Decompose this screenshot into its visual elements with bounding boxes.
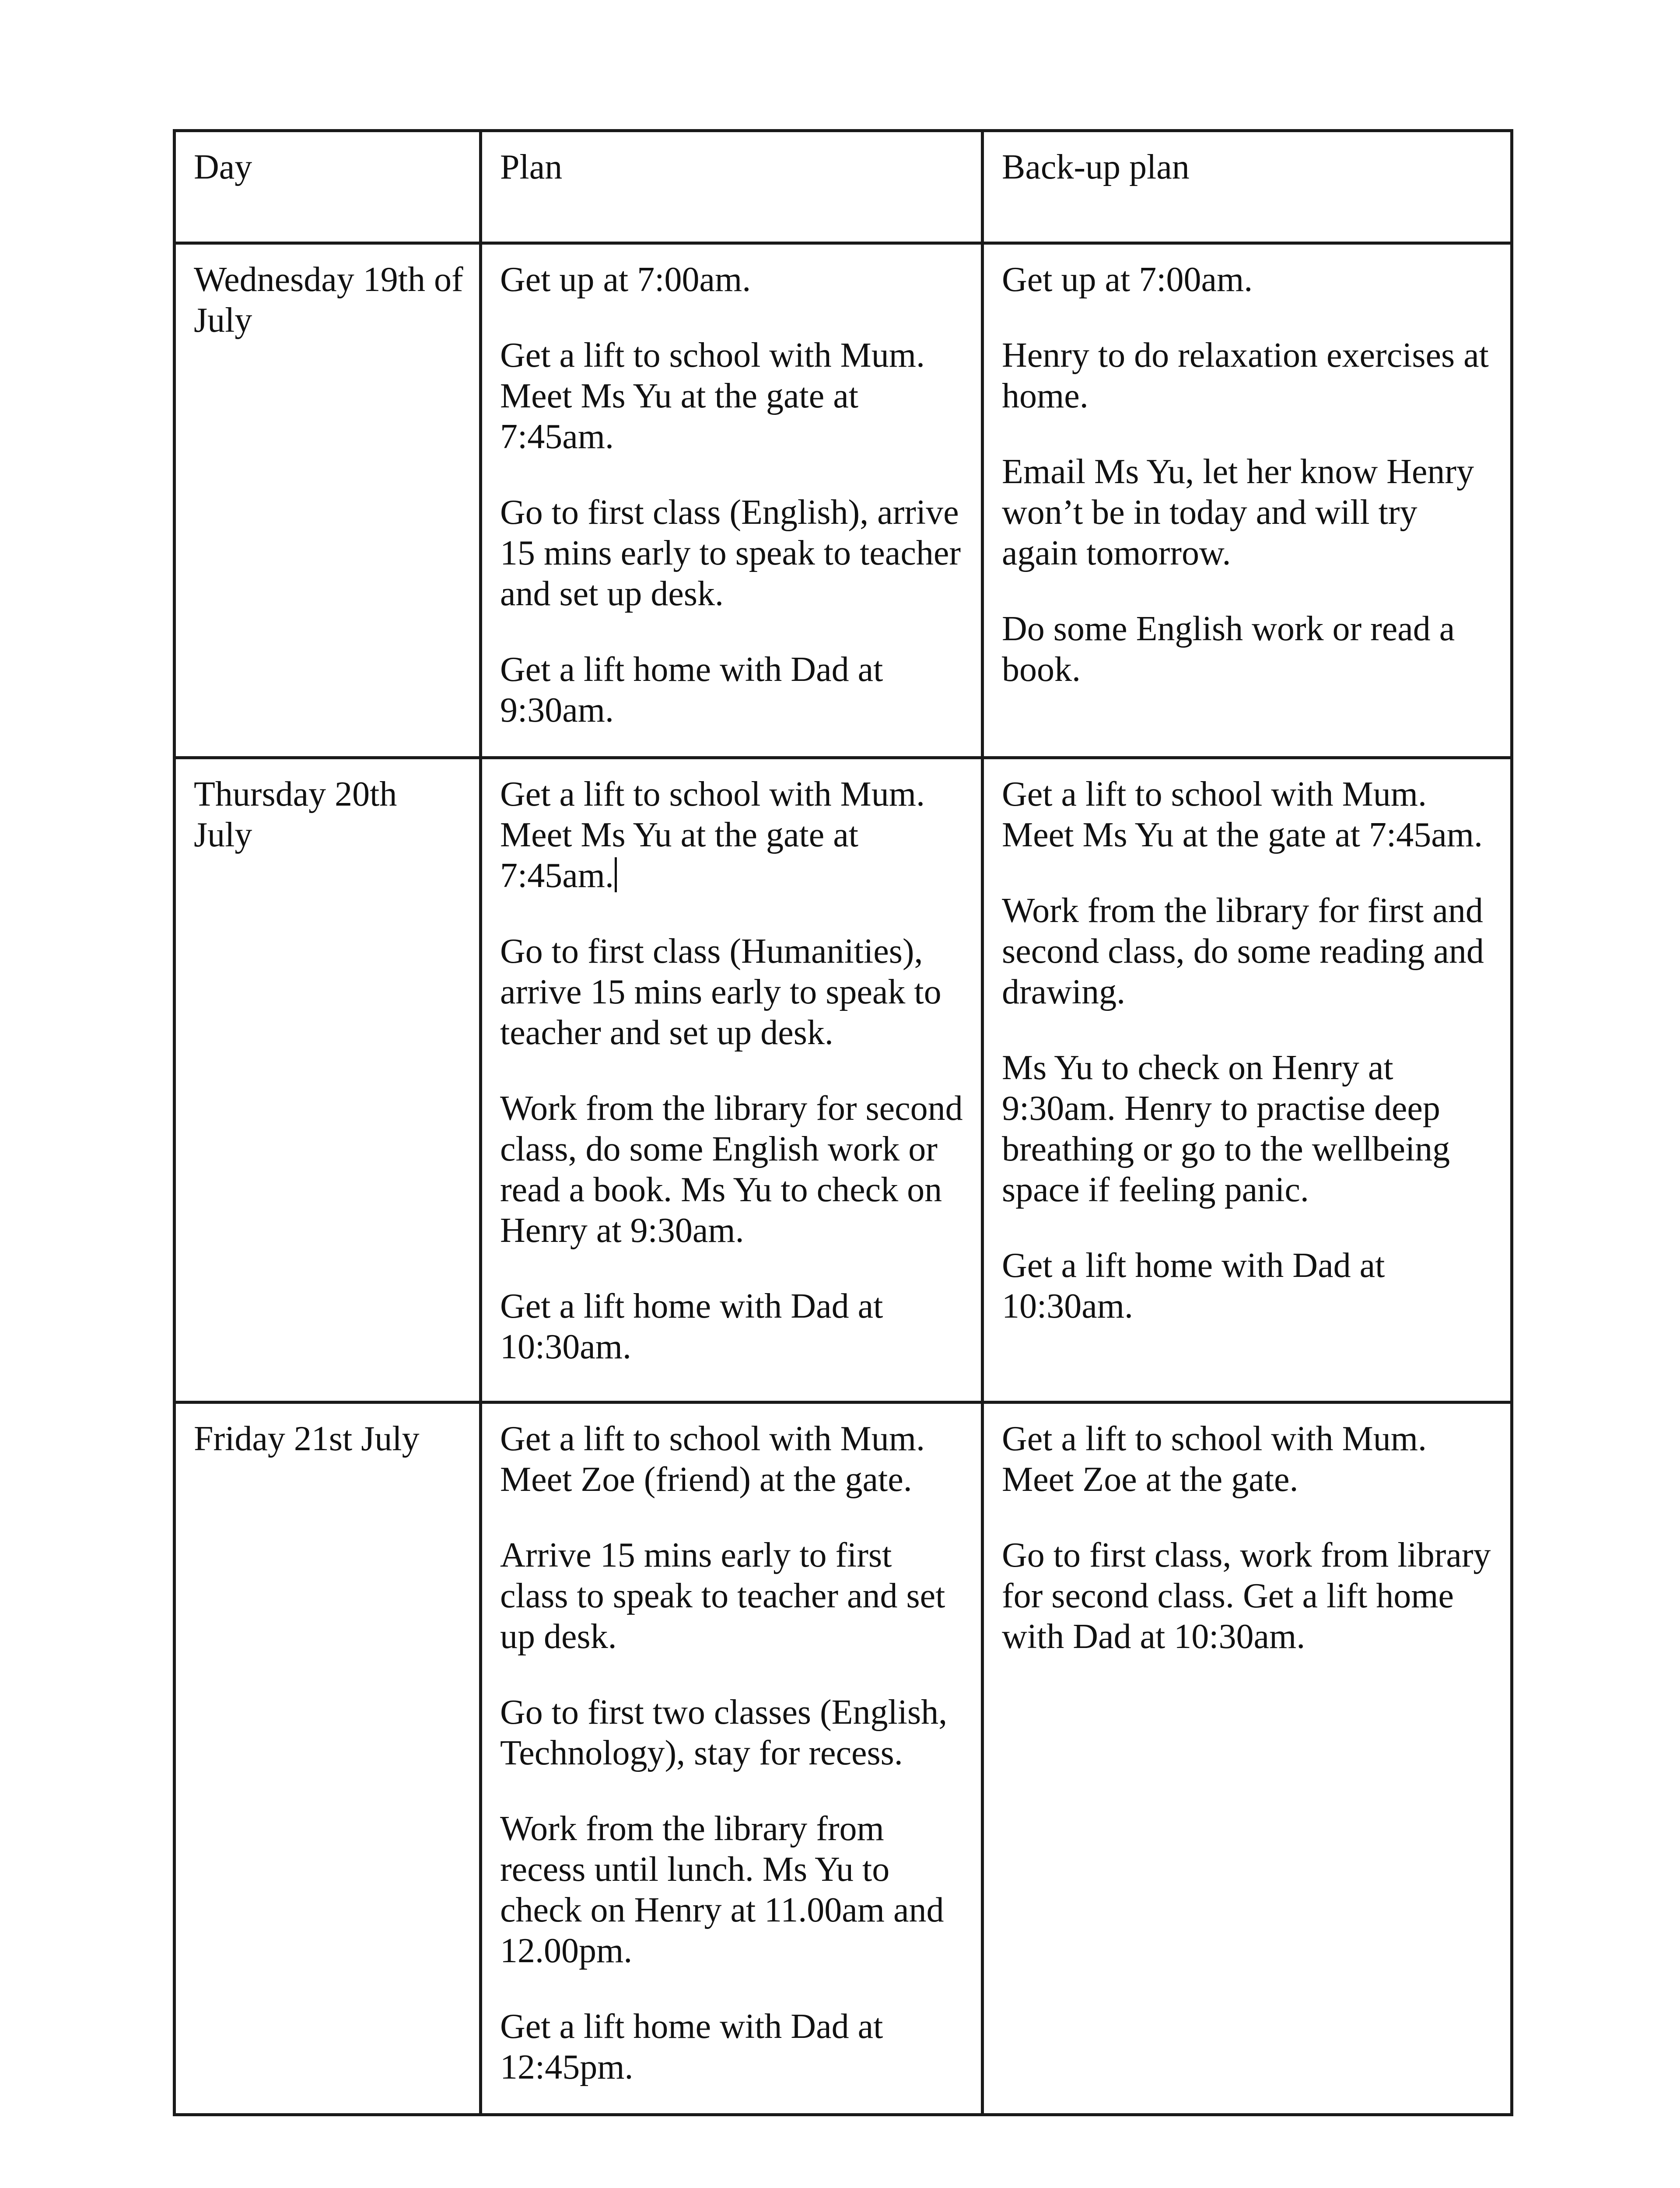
table-row-thursday [175, 758, 1512, 1403]
day-label: Thursday 20th July [194, 775, 397, 854]
plan-item: Get up at 7:00am. [500, 260, 751, 299]
backup-plan-item: Get a lift to school with Mum. Meet Ms Yu at the gate at 7:45am. [1002, 775, 1483, 854]
backup-plan-item: Do some English work or read a book. [1002, 610, 1455, 689]
day-label: Wednesday 19th of July [194, 260, 463, 340]
plan-item: Arrive 15 mins early to first class to speak to teacher and set up desk. [500, 1536, 945, 1656]
plan-item: Go to first class (English), arrive 15 mins early to speak to teacher and set up desk. [500, 493, 961, 613]
header-row [175, 131, 1512, 243]
plan-item: Get a lift home with Dad at 12:45pm. [500, 2007, 883, 2086]
plan-table [173, 129, 1513, 2116]
text-cursor [615, 857, 617, 892]
plan-item: Get a lift home with Dad at 10:30am. [500, 1287, 883, 1366]
backup-plan-item: Work from the library for first and second class, do some reading and drawing. [1002, 891, 1484, 1011]
plan-item: Get a lift to school with Mum. Meet Zoe (friend) at the gate. [500, 1420, 925, 1499]
plan-item: Work from the library for second class, do some English work or read a book. Ms Yu to check on Henry at 9:30am. [500, 1089, 963, 1250]
header-day: Day [175, 131, 481, 243]
plan-cell [481, 243, 983, 758]
backup-plan-item: Get a lift home with Dad at 10:30am. [1002, 1246, 1385, 1325]
plan-cell [481, 1403, 983, 2115]
plan-item-text: Get a lift to school with Mum. Meet Ms Yu at the gate at 7:45am. [500, 775, 925, 895]
plan-item: Get a lift to school with Mum. Meet Ms Yu at the gate at 7:45am. [500, 336, 925, 456]
table-row-wednesday [175, 243, 1512, 758]
backup-plan-item: Henry to do relaxation exercises at home. [1002, 336, 1489, 415]
backup-plan-cell [983, 758, 1512, 1403]
plan-item: Work from the library from recess until lunch. Ms Yu to check on Henry at 11.00am and 12.00pm. [500, 1809, 944, 1970]
backup-plan-cell [983, 1403, 1512, 2115]
backup-plan-item: Get up at 7:00am. [1002, 260, 1253, 299]
plan-cell[interactable] [481, 758, 983, 1403]
backup-plan-item: Email Ms Yu, let her know Henry won’t be in today and will try again tomorrow. [1002, 452, 1474, 572]
header-backup-plan: Back-up plan [983, 131, 1512, 243]
backup-plan-item: Go to first class, work from library for second class. Get a lift home with Dad at 10:30am. [1002, 1536, 1491, 1656]
plan-item: Go to first two classes (English, Technology), stay for recess. [500, 1693, 948, 1772]
plan-item: Go to first class (Humanities), arrive 15 mins early to speak to teacher and set up desk. [500, 932, 942, 1052]
table-row-friday [175, 1403, 1512, 2115]
day-cell [175, 758, 481, 1403]
day-label: Friday 21st July [194, 1420, 420, 1458]
plan-item: Get a lift home with Dad at 9:30am. [500, 650, 883, 729]
header-plan: Plan [481, 131, 983, 243]
backup-plan-item: Get a lift to school with Mum. Meet Zoe at the gate. [1002, 1420, 1427, 1499]
backup-plan-cell [983, 243, 1512, 758]
day-cell [175, 243, 481, 758]
day-cell [175, 1403, 481, 2115]
plan-item-with-caret[interactable] [500, 774, 965, 896]
backup-plan-item: Ms Yu to check on Henry at 9:30am. Henry to practise deep breathing or go to the wellbeing space if feeling panic. [1002, 1048, 1450, 1209]
